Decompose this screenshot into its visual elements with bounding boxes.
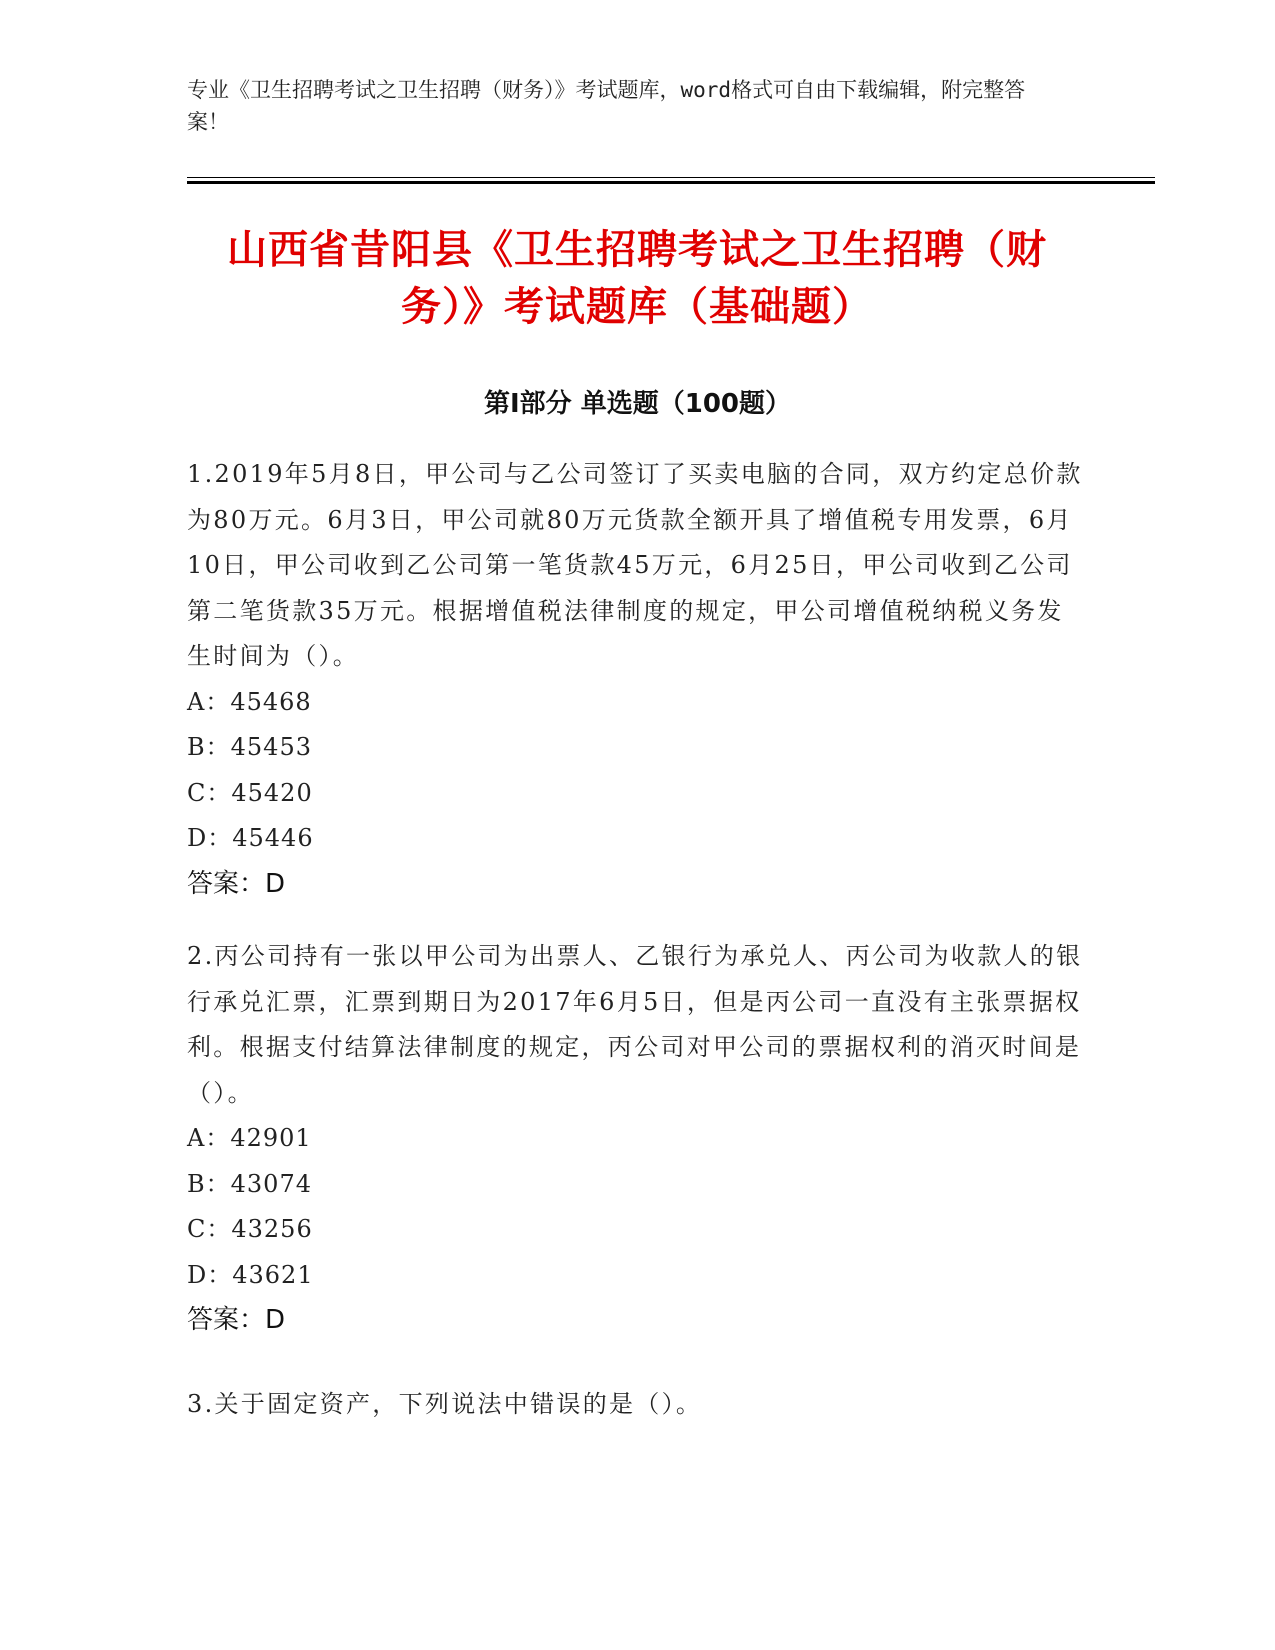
question-3 — [187, 1382, 1087, 1428]
header-divider-thin — [187, 177, 1155, 178]
question-stem: 3.关于固定资产，下列说法中错误的是（）。 — [187, 1390, 703, 1418]
option-c: C：43256 — [187, 1215, 313, 1243]
question-2 — [187, 934, 1087, 1344]
question-stem: 2.丙公司持有一张以甲公司为出票人、乙银行为承兑人、丙公司为收款人的银行承兑汇票，汇票到期日为2017年6月5日，但是丙公司一直没有主张票据权利。根据支付结算法律制度的规定，丙公司对甲公司的票据权利的消灭时间是（）。 — [187, 942, 1083, 1107]
answer-line: 答案：D — [187, 1305, 286, 1335]
section-title: 第I部分 单选题（100题） — [484, 389, 791, 419]
question-1 — [187, 452, 1087, 907]
answer-line: 答案：D — [187, 868, 286, 899]
option-b: B：43074 — [187, 1169, 312, 1198]
header-divider-thick — [187, 181, 1155, 184]
header-note: 专业《卫生招聘考试之卫生招聘（财务）》考试题库，word格式可自由下载编辑，附完整答案！ — [187, 78, 1026, 134]
option-a: A：42901 — [187, 1124, 312, 1152]
option-c: C：45420 — [187, 778, 313, 807]
option-d: D：45446 — [187, 824, 314, 852]
option-b: B：45453 — [187, 733, 312, 761]
question-stem: 1.2019年5月8日，甲公司与乙公司签订了买卖电脑的合同，双方约定总价款为80万元。6月3日，甲公司就80万元货款全额开具了增值税专用发票，6月10日，甲公司收到乙公司第一笔货款45万元，6月25日，甲公司收到乙公司第二笔货款35万元。根据增值税法律制度的规定，甲公司增值税纳税义务发生时间为（）。 — [187, 460, 1083, 670]
option-a: A：45468 — [187, 687, 312, 716]
document-title: 山西省昔阳县《卫生招聘考试之卫生招聘（财务）》考试题库（基础题） — [227, 227, 1047, 330]
option-d: D：43621 — [187, 1260, 314, 1289]
